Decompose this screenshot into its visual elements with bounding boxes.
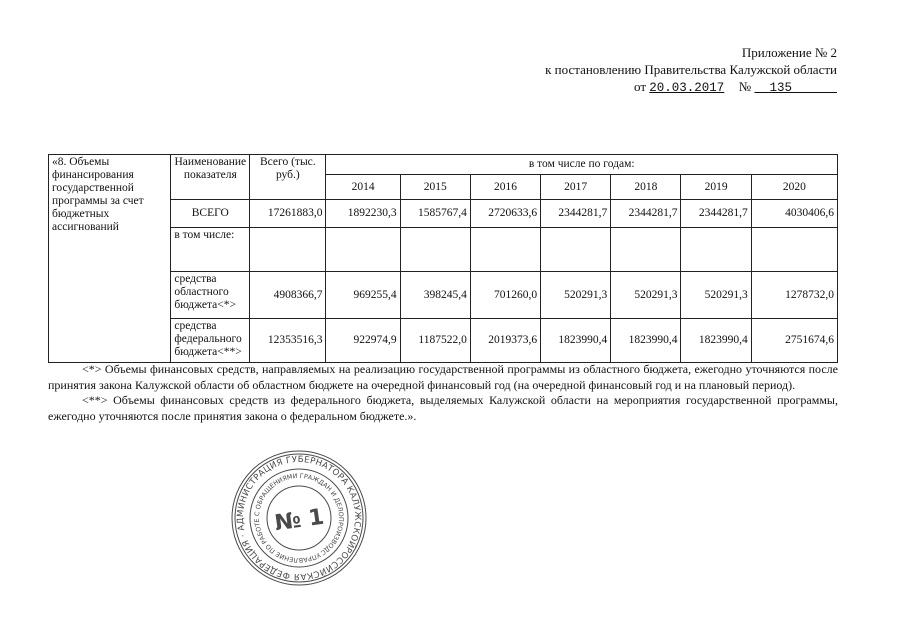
program-label-cell: «8. Объемы финансирования государственной программы за счет бюджетных ассигнований [49,155,171,363]
number-prefix: № [738,79,752,94]
row-label: ВСЕГО [171,200,250,228]
resolution-date: 20.03.2017 [649,81,725,95]
total-header: Всего (тыс. руб.) [250,155,326,200]
row-total-value: 12353516,3 [250,319,326,363]
year-header: 2018 [611,175,681,200]
table-cell: 1585767,4 [400,200,470,228]
year-header: 2016 [470,175,540,200]
official-seal [229,448,369,588]
row-label: средства областного бюджета<*> [171,272,250,319]
table-cell: 4030406,6 [751,200,837,228]
years-group-header: в том числе по годам: [326,155,838,175]
year-header: 2017 [541,175,611,200]
table-cell: 969255,4 [326,272,400,319]
table-cell: 1187522,0 [400,319,470,363]
indicator-header: Наименование показателя [171,155,250,200]
document-header [545,44,837,97]
seal-outer-text: РОССИЙСКАЯ ФЕДЕРАЦИЯ · АДМИНИСТРАЦИЯ ГУБЕРНАТОРА КАЛУЖСКОЙ [235,454,363,582]
financing-table [48,154,838,363]
table-cell: 1278732,0 [751,272,837,319]
seal-graphic [229,448,369,588]
table-cell: 1823990,4 [681,319,751,363]
table-cell: 1823990,4 [611,319,681,363]
year-header: 2020 [751,175,837,200]
table-cell: 1823990,4 [541,319,611,363]
footnote-regional: <*> Объемы финансовых средств, направляемых на реализацию государственной программы из областного бюджета, ежегодно уточняются после принятия закона Калужской области об областном бюджете на очередной финансовый год (на очередной финансовый год и на плановый период). [48,362,838,392]
seal-inner-text: УПРАВЛЕНИЕ ПО РАБОТЕ С ОБРАЩЕНИЯМИ ГРАЖДАН И ДЕЛОПРОИЗВОДСТВУ [252,471,346,565]
table-cell: 398245,4 [400,272,470,319]
row-total-value: 17261883,0 [250,200,326,228]
table-cell: 2720633,6 [470,200,540,228]
table-cell: 1892230,3 [326,200,400,228]
table-cell: 2344281,7 [681,200,751,228]
resolution-number: 135 [769,81,792,95]
table-cell: 520291,3 [541,272,611,319]
row-total-value: 4908366,7 [250,272,326,319]
table-cell: 520291,3 [681,272,751,319]
resolution-date-line [545,78,837,97]
date-prefix: от [634,79,647,94]
table-cell: 701260,0 [470,272,540,319]
table-cell: 520291,3 [611,272,681,319]
resolution-reference: к постановлению Правительства Калужской области [545,62,837,77]
year-header: 2015 [400,175,470,200]
table-cell: 2344281,7 [611,200,681,228]
footnote-federal: <**> Объемы финансовых средств из федерального бюджета, выделяемых Калужской области на мероприятия государственной программы, ежегодно уточняются после принятия закона о федеральном бюджете.». [48,393,838,423]
seal-center-number: № 1 [273,504,326,537]
row-label: в том числе: [171,228,250,272]
table-cell: 2019373,6 [470,319,540,363]
row-label: средства федерального бюджета<**> [171,319,250,363]
table-cell: 2751674,6 [751,319,837,363]
year-header: 2019 [681,175,751,200]
year-header: 2014 [326,175,400,200]
footnotes [48,362,838,424]
table-cell: 2344281,7 [541,200,611,228]
table-cell: 922974,9 [326,319,400,363]
appendix-title: Приложение № 2 [741,45,837,60]
